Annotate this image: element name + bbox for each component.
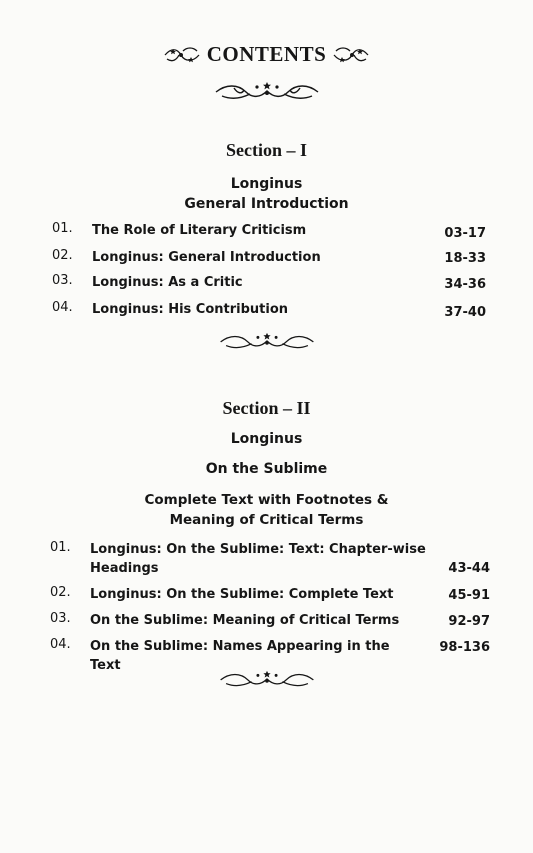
section-subhead: Complete Text with Footnotes & [144, 492, 389, 508]
entry-pages: 43-44 [448, 561, 490, 576]
section-heading: Section – I [226, 140, 307, 160]
entry-title: On the Sublime: Meaning of Critical Terms [90, 613, 400, 628]
page-title: CONTENTS [206, 42, 327, 66]
floral-flourish-icon [330, 45, 370, 65]
entry-number: 03. [52, 273, 73, 288]
entry-title: On the Sublime: Names Appearing in the Text [90, 639, 390, 673]
toc-entry[interactable] [52, 221, 486, 241]
entry-number: 03. [50, 611, 71, 626]
entry-number: 04. [52, 300, 73, 315]
section-heading: Section – II [222, 398, 311, 418]
toc-entry[interactable] [50, 585, 490, 605]
toc-entry[interactable] [52, 300, 486, 320]
section-subhead: Longinus [230, 176, 303, 192]
toc-entry[interactable] [50, 540, 490, 580]
entry-title: Longinus: As a Critic [92, 275, 243, 290]
entry-number: 04. [50, 637, 71, 652]
floral-flourish-icon [212, 80, 322, 102]
floral-flourish-icon [163, 45, 203, 65]
entry-number: 02. [50, 585, 71, 600]
section-subhead: On the Sublime [205, 461, 328, 477]
entry-pages: 18-33 [444, 251, 486, 266]
entry-pages: 98-136 [439, 640, 490, 655]
section-subhead: Longinus [230, 431, 303, 447]
floral-flourish-icon [217, 330, 317, 352]
entry-pages: 37-40 [444, 305, 486, 320]
entry-title: Longinus: His Contribution [92, 302, 289, 317]
floral-flourish-icon [217, 668, 317, 690]
entry-number: 01. [52, 221, 73, 236]
toc-entry[interactable] [50, 637, 490, 673]
toc-entry[interactable] [50, 611, 490, 631]
entry-pages: 34-36 [444, 277, 486, 292]
contents-header [0, 42, 533, 82]
entry-title: Longinus: On the Sublime: Complete Text [90, 587, 394, 602]
section-subhead: General Introduction [184, 196, 349, 212]
section-subhead: Meaning of Critical Terms [169, 512, 364, 528]
entry-pages: 92-97 [448, 614, 490, 629]
entry-title: The Role of Literary Criticism [92, 223, 307, 238]
toc-entry[interactable] [52, 248, 486, 268]
entry-number: 01. [50, 540, 71, 555]
entry-pages: 45-91 [448, 588, 490, 603]
entry-number: 02. [52, 248, 73, 263]
entry-pages: 03-17 [444, 226, 486, 241]
entry-title: Longinus: On the Sublime: Text: Chapter-wise Headings [90, 542, 426, 576]
entry-title: Longinus: General Introduction [92, 250, 321, 265]
toc-entry[interactable] [52, 273, 486, 293]
